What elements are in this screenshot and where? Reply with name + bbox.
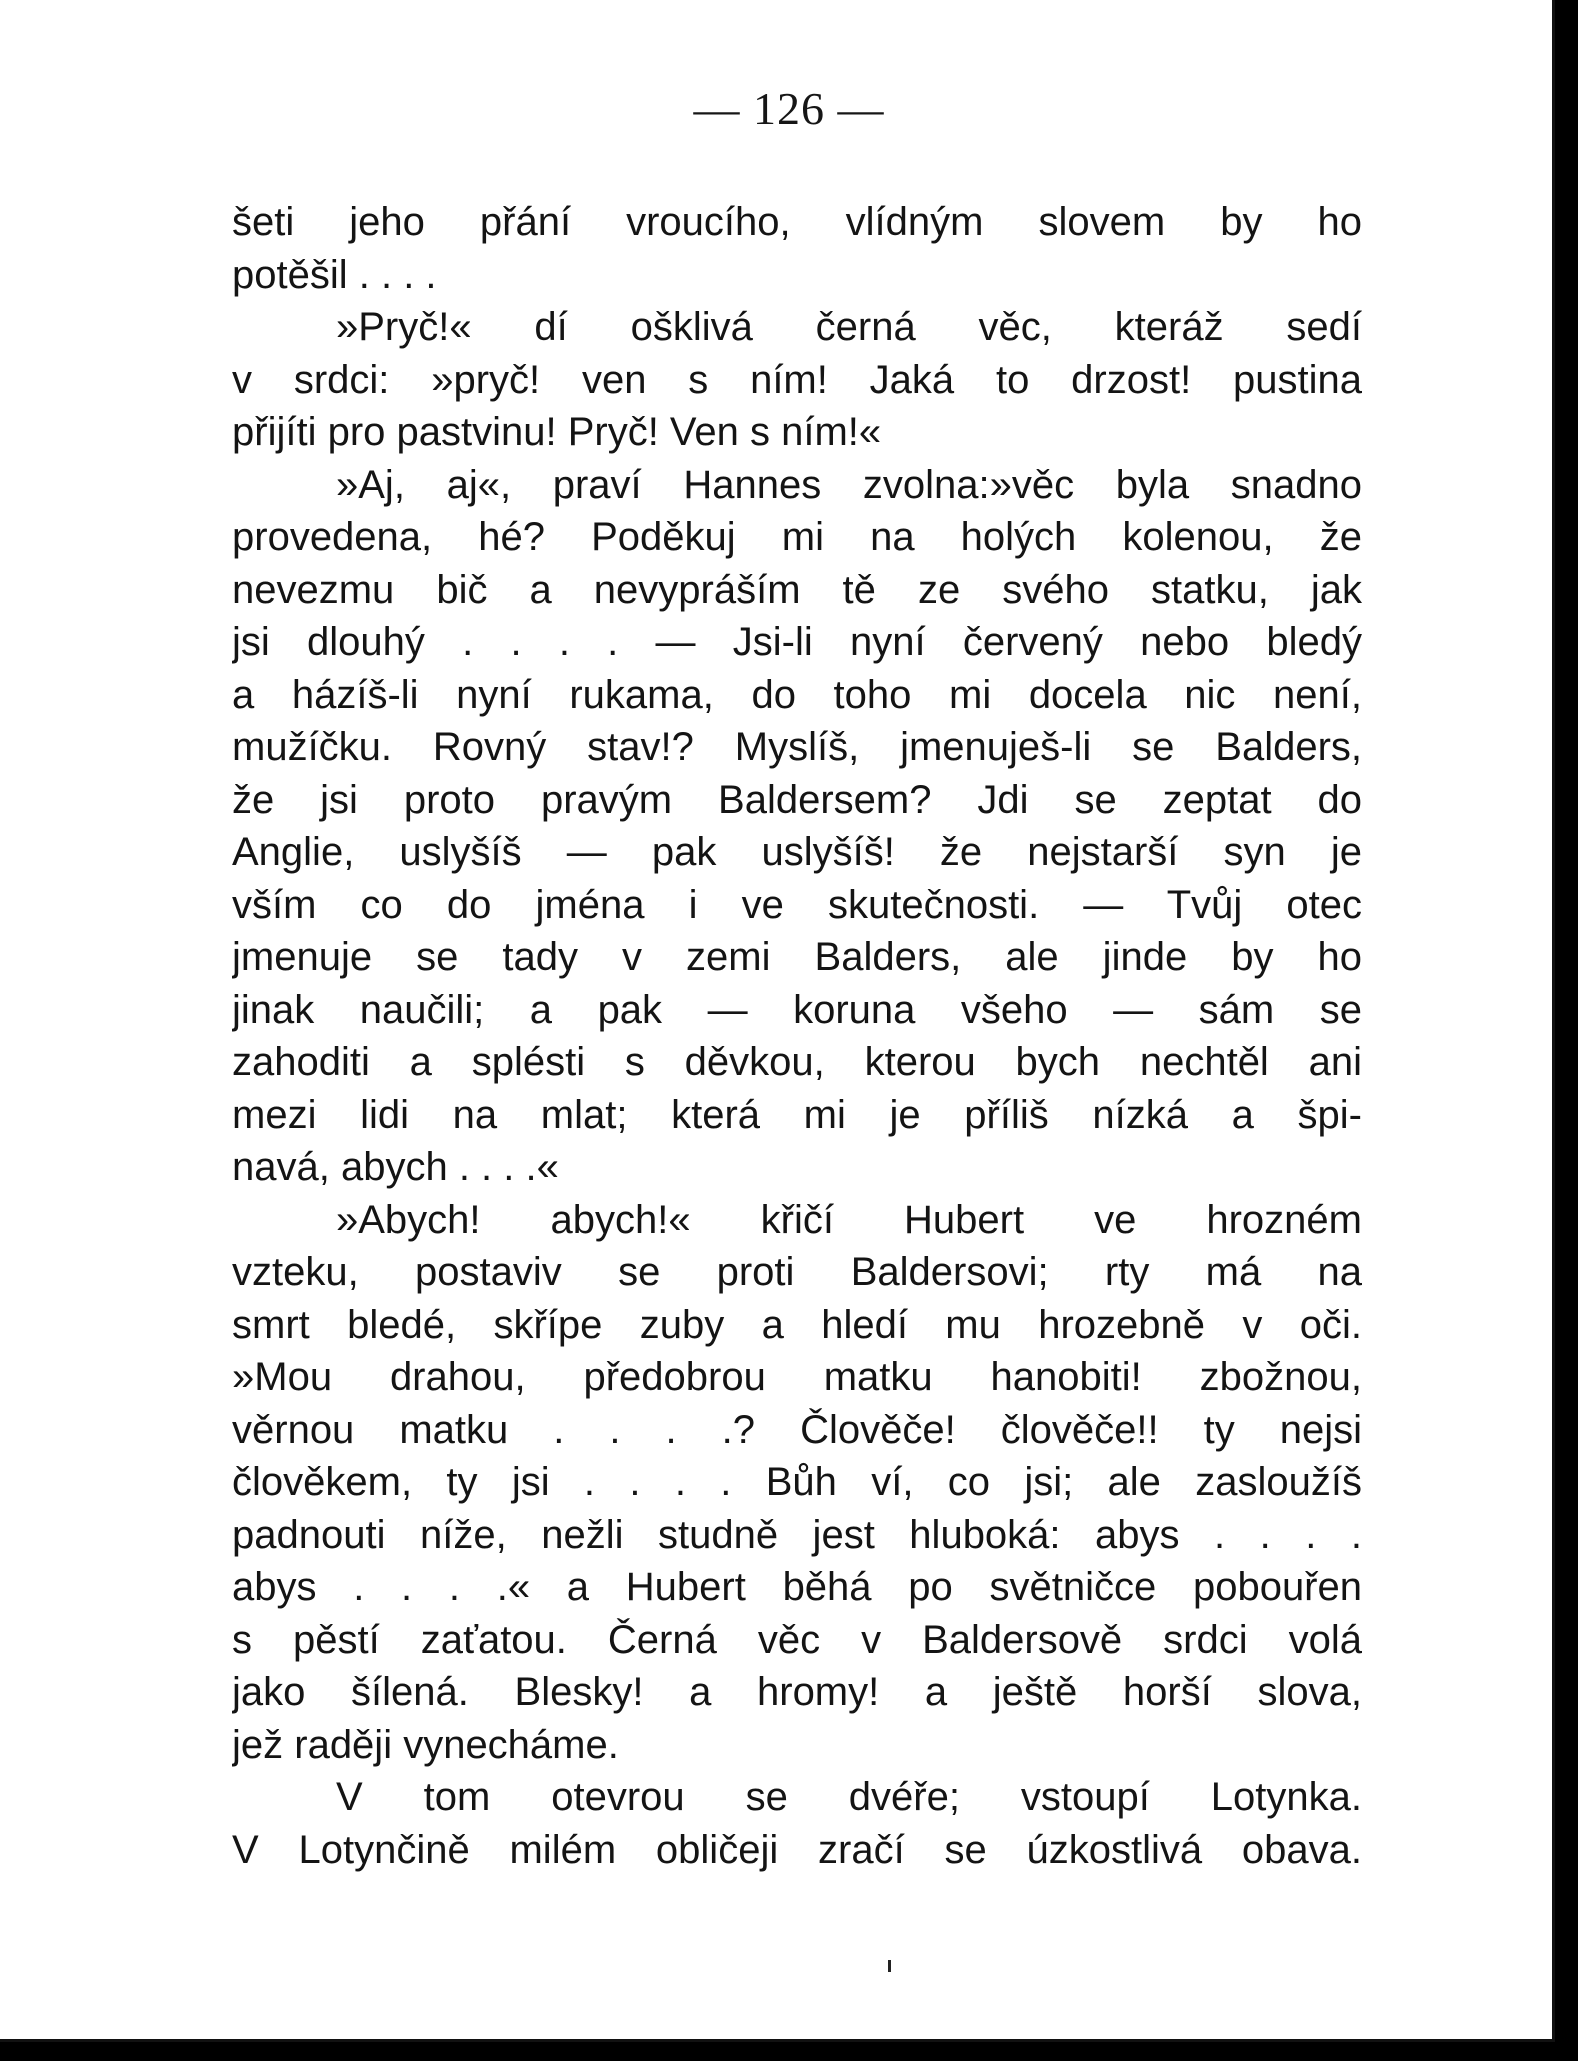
text-line: »Aj, aj«, praví Hannes zvolna:»věc byla snadno bbox=[336, 462, 1362, 507]
text-line: Anglie, uslyšíš — pak uslyšíš! že nejstarší syn je bbox=[232, 830, 1362, 874]
text-line: šeti jeho přání vroucího, vlídným slovem by ho bbox=[232, 200, 1362, 244]
text-line: zahoditi a splésti s děvkou, kterou bych nechtěl ani bbox=[232, 1040, 1362, 1084]
text-line: věrnou matku . . . .? Člověče! člověče!! ty nejsi bbox=[232, 1407, 1362, 1452]
text-line: potěšil . . . . bbox=[232, 252, 437, 297]
print-speck bbox=[888, 1960, 891, 1972]
text-line: V tom otevrou se dvéře; vstoupí Lotynka. bbox=[336, 1775, 1362, 1819]
text-line: mužíčku. Rovný stav!? Myslíš, jmenuješ-li se Balders, bbox=[232, 725, 1362, 769]
text-line: přijíti pro pastvinu! Pryč! Ven s ním!« bbox=[232, 410, 882, 454]
text-line: abys . . . .« a Hubert běhá po světničce pobouřen bbox=[232, 1565, 1362, 1609]
text-line: provedena, hé? Poděkuj mi na holých kolenou, že bbox=[232, 515, 1362, 559]
text-line: v srdci: »pryč! ven s ním! Jaká to drzost! pustina bbox=[232, 357, 1362, 402]
text-line: navá, abych . . . .« bbox=[232, 1145, 559, 1189]
text-line: V Lotynčině milém obličeji zračí se úzkostlivá obava. bbox=[232, 1827, 1362, 1872]
text-line: nevezmu bič a nevypráším tě ze svého statku, jak bbox=[232, 567, 1362, 612]
text-line: člověkem, ty jsi . . . . Bůh ví, co jsi; ale zasloužíš bbox=[232, 1460, 1362, 1504]
text-line: že jsi proto pravým Baldersem? Jdi se zeptat do bbox=[232, 777, 1362, 822]
text-line: mezi lidi na mlat; která mi je příliš nízká a špi- bbox=[232, 1092, 1362, 1137]
text-line: padnouti níže, nežli studně jest hluboká: abys . . . . bbox=[232, 1512, 1362, 1557]
body-text bbox=[232, 196, 1362, 1876]
text-line: jež raději vynecháme. bbox=[232, 1722, 619, 1767]
text-line: »Abych! abych!« křičí Hubert ve hrozném bbox=[336, 1197, 1362, 1242]
text-line: smrt bledé, skřípe zuby a hledí mu hrozebně v oči. bbox=[232, 1302, 1362, 1347]
text-line: jako šílená. Blesky! a hromy! a ještě horší slova, bbox=[232, 1670, 1362, 1714]
page-number: — 126 — bbox=[693, 83, 885, 134]
text-line: jinak naučili; a pak — koruna všeho — sám se bbox=[232, 987, 1362, 1032]
text-line: »Pryč!« dí ošklivá černá věc, kteráž sedí bbox=[336, 305, 1362, 349]
text-line: jsi dlouhý . . . . — Jsi-li nyní červený nebo bledý bbox=[232, 620, 1362, 664]
text-line: »Mou drahou, předobrou matku hanobiti! zbožnou, bbox=[232, 1355, 1362, 1399]
text-line: vším co do jména i ve skutečnosti. — Tvůj otec bbox=[232, 882, 1362, 927]
text-line: a házíš-li nyní rukama, do toho mi docela nic není, bbox=[232, 672, 1362, 717]
text-line: vzteku, postaviv se proti Baldersovi; rty má na bbox=[232, 1250, 1362, 1294]
text-line: s pěstí zaťatou. Černá věc v Baldersově srdci volá bbox=[232, 1617, 1362, 1662]
text-line: jmenuje se tady v zemi Balders, ale jinde by ho bbox=[232, 935, 1362, 979]
